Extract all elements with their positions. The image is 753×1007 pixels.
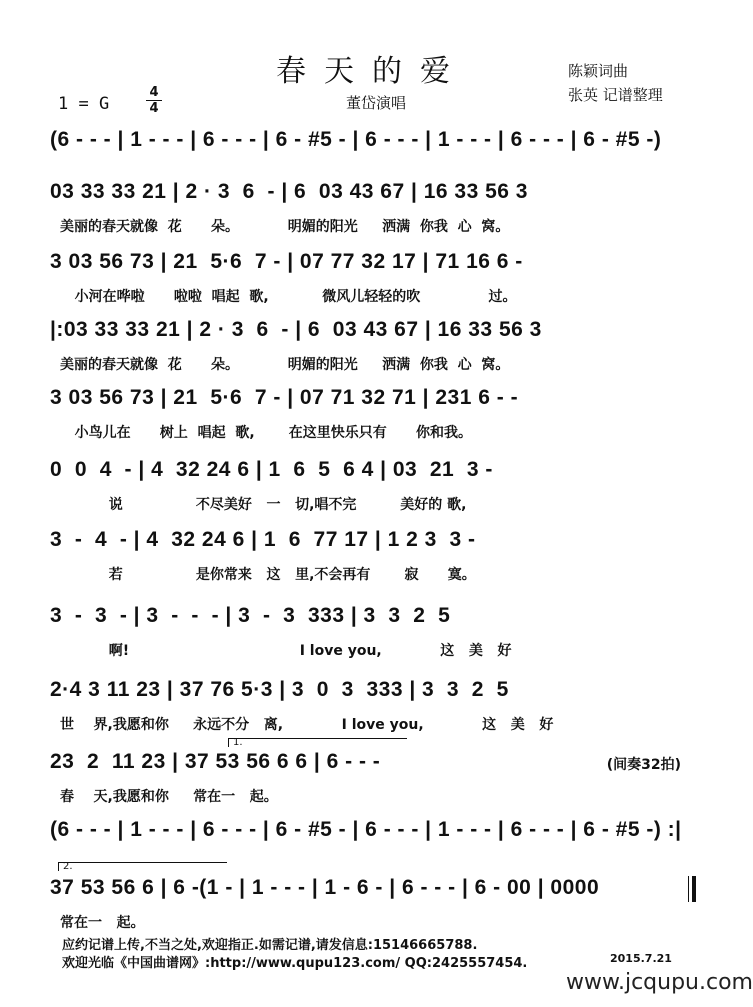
time-signature-bottom: 4 [149, 101, 159, 116]
lyrics-line: 世 界,我愿和你 永远不分 离, I love you, 这 美 好 [60, 717, 554, 733]
interlude-note: (间奏32拍) [606, 757, 681, 773]
lyrics-line: 常在一 起。 [60, 915, 145, 931]
lyrics-line: 小河在哗啦 啦啦 唱起 歌, 微风儿轻轻的吹 过。 [60, 289, 517, 305]
composer-credit: 陈颖词曲 [568, 62, 629, 80]
notation-line: 3 03 56 73 | 21 5·6 7 - | 07 77 32 17 | 71 16 6 - [50, 250, 523, 273]
notation-line: 3 - 4 - | 4 32 24 6 | 1 6 77 17 | 1 2 3 3 - [50, 528, 476, 551]
notation-line: |:03 33 33 21 | 2 · 3 6 - | 6 03 43 67 | 16 33 56 3 [50, 318, 542, 341]
site-watermark: www.jcqupu.com [566, 970, 753, 995]
lyrics-line: 啊! I love you, 这 美 好 [60, 643, 512, 659]
transcriber-credit: 张英 记谱整理 [568, 86, 663, 104]
notation-line: 0 0 4 - | 4 32 24 6 | 1 6 5 6 4 | 03 21 3 - [50, 458, 493, 481]
lyrics-line: 春 天,我愿和你 常在一 起。 [60, 789, 278, 805]
lyrics-line: 美丽的春天就像 花 朵。 明媚的阳光 洒满 你我 心 窝。 [60, 357, 510, 373]
notation-line: 3 - 3 - | 3 - - - | 3 - 3 333 | 3 3 2 5 [50, 604, 451, 627]
notation-line: 03 33 33 21 | 2 · 3 6 - | 6 03 43 67 | 16 33 56 3 [50, 180, 528, 203]
volta-first-ending: 1. [228, 738, 407, 747]
notation-line: 2·4 3 11 23 | 37 76 5·3 | 3 0 3 333 | 3 3 2 5 [50, 678, 509, 701]
notation-line: 23 2 11 23 | 37 53 56 6 6 | 6 - - - [50, 750, 381, 773]
notation-line: 37 53 56 6 | 6 -(1 - | 1 - - - | 1 - 6 - | 6 - - - | 6 - 00 | 0000 [50, 876, 600, 899]
final-barline [688, 876, 696, 902]
key-signature: 1 = G [58, 94, 110, 114]
time-signature-top: 4 [149, 85, 159, 100]
volta-second-ending: 2. [58, 862, 227, 871]
song-title: 春天的爱 [276, 54, 468, 89]
notation-line: 3 03 56 73 | 21 5·6 7 - | 07 71 32 71 | 231 6 - - [50, 386, 519, 409]
footer-date: 2015.7.21 [610, 952, 672, 965]
lyrics-line: 若 是你常来 这 里,不会再有 寂 寞。 [60, 567, 476, 583]
lyrics-line: 美丽的春天就像 花 朵。 明媚的阳光 洒满 你我 心 窝。 [60, 219, 510, 235]
notation-line: (6 - - - | 1 - - - | 6 - - - | 6 - #5 - | 6 - - - | 1 - - - | 6 - - - | 6 - #5 -) :| [50, 818, 682, 841]
time-signature [146, 86, 162, 115]
singer-credit: 董岱演唱 [346, 94, 407, 112]
lyrics-line: 说 不尽美好 一 切,唱不完 美好的 歌, [60, 497, 467, 513]
lyrics-line: 小鸟儿在 树上 唱起 歌, 在这里快乐只有 你和我。 [60, 425, 473, 441]
footer-site-note: 欢迎光临《中国曲谱网》:http://www.qupu123.com/ QQ:2425557454. [62, 956, 528, 971]
notation-line: (6 - - - | 1 - - - | 6 - - - | 6 - #5 - | 6 - - - | 1 - - - | 6 - - - | 6 - #5 -) [50, 128, 662, 151]
footer-upload-note: 应约记谱上传,不当之处,欢迎指正.如需记谱,请发信息:15146665788. [62, 938, 478, 953]
